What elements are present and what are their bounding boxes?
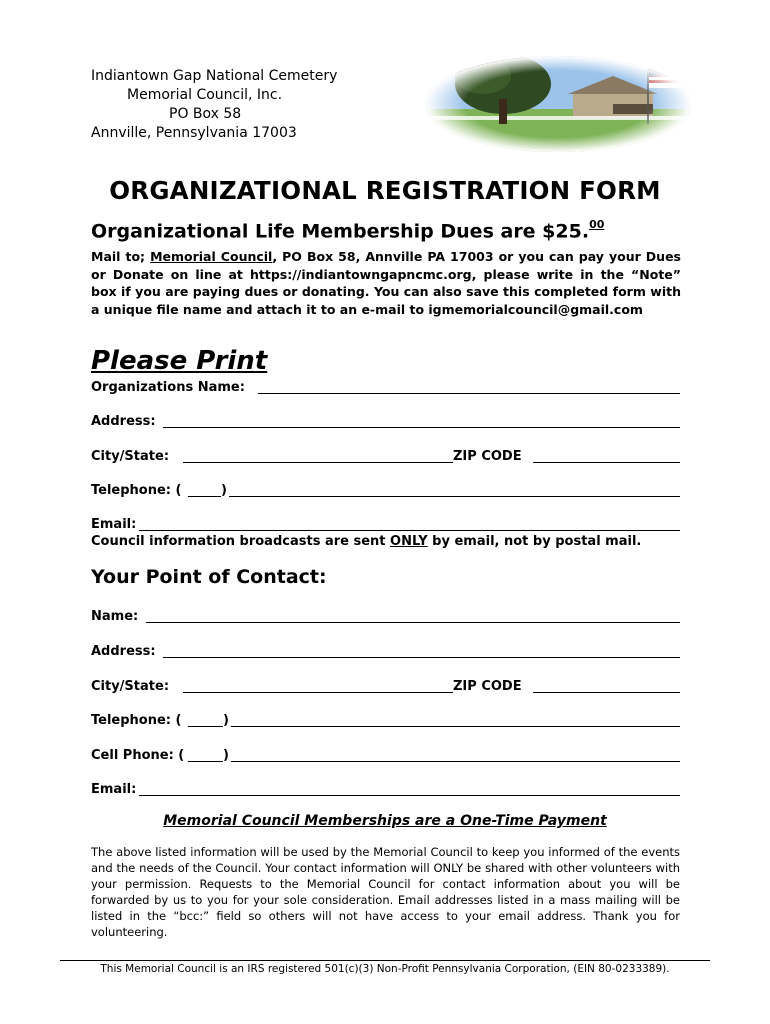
privacy-paragraph: The above listed information will be used by the Memorial Council to keep you informed of the events and the needs of the Council. Your contact information will ONLY be shared with other volunteers with your permission. Requests to the Memorial Council for contact information about you will be forwarded by us to you for your sole consideration. Email addresses listed in a mass mailing will be listed in the “bcc:” field so others will not have access to your email address. Thank you for volunteering. — [91, 845, 680, 939]
org-telephone-label: Telephone: ( — [91, 483, 182, 498]
footer-text: This Memorial Council is an IRS registered 501(c)(3) Non-Profit Pennsylvania Corporation, (EIN 80-0233389). — [100, 963, 670, 975]
org-email-input[interactable] — [139, 530, 680, 531]
point-of-contact-heading: Your Point of Contact: — [91, 566, 327, 588]
address-line-3: PO Box 58 — [169, 106, 242, 122]
mail-council: Memorial Council — [150, 249, 273, 264]
please-print-heading: Please Print — [91, 346, 268, 376]
contact-city-state-input[interactable] — [183, 692, 453, 693]
address-line-2: Memorial Council, Inc. — [127, 87, 283, 103]
org-zip-label: ZIP CODE — [453, 449, 522, 464]
contact-telephone-input[interactable] — [231, 726, 680, 727]
contact-email-input[interactable] — [139, 795, 680, 796]
org-zip-input[interactable] — [533, 462, 680, 463]
address-line-4: Annville, Pennsylvania 17003 — [91, 125, 297, 141]
contact-email-label: Email: — [91, 782, 137, 797]
org-email-label: Email: — [91, 517, 137, 532]
org-city-state-input[interactable] — [183, 462, 453, 463]
org-address-label: Address: — [91, 414, 156, 429]
note-part-b: by email, not by postal mail. — [427, 534, 642, 549]
address-line-1: Indiantown Gap National Cemetery — [91, 68, 338, 84]
org-telephone-input[interactable] — [229, 496, 680, 497]
mail-prefix: Mail to; — [91, 249, 151, 264]
contact-area-code-input[interactable] — [188, 726, 223, 727]
contact-cell-input[interactable] — [231, 761, 680, 762]
footer-divider — [60, 960, 710, 961]
org-address-input[interactable] — [163, 427, 680, 428]
org-city-state-label: City/State: — [91, 449, 170, 464]
form-title: ORGANIZATIONAL REGISTRATION FORM — [109, 176, 661, 205]
dues-cents: 00 — [589, 218, 605, 231]
organization-address — [91, 67, 337, 143]
contact-telephone-label: Telephone: ( — [91, 713, 182, 728]
dues-text: Organizational Life Membership Dues are $25. — [91, 220, 590, 243]
org-telephone-close: ) — [221, 483, 227, 498]
cemetery-photo-logo — [423, 54, 693, 154]
contact-cell-close: ) — [223, 748, 229, 763]
email-broadcast-note — [91, 534, 641, 549]
contact-city-state-label: City/State: — [91, 679, 170, 694]
note-part-a: Council information broadcasts are sent — [91, 534, 391, 549]
contact-zip-label: ZIP CODE — [453, 679, 522, 694]
contact-cell-label: Cell Phone: ( — [91, 748, 185, 763]
org-name-input[interactable] — [258, 393, 680, 394]
dues-heading — [91, 220, 604, 242]
contact-zip-input[interactable] — [533, 692, 680, 693]
contact-cell-area-code-input[interactable] — [188, 761, 223, 762]
membership-note: Memorial Council Memberships are a One-Time Payment — [163, 813, 607, 829]
mail-rest: , PO Box 58, Annville PA 17003 or you can pay your Dues or Donate on line at https://indiantowngapncmc.org, please write in the “Note” box if you are paying dues or donating. You can also save this completed form with a unique file name and attach it to an e-mail to igmemorialcouncil@gmail.com — [91, 249, 681, 317]
contact-address-input[interactable] — [163, 657, 680, 658]
note-only: ONLY — [390, 534, 428, 549]
org-name-label: Organizations Name: — [91, 380, 245, 395]
contact-name-label: Name: — [91, 609, 139, 624]
contact-name-input[interactable] — [146, 622, 680, 623]
org-area-code-input[interactable] — [188, 496, 221, 497]
mailing-instructions — [91, 248, 681, 318]
contact-address-label: Address: — [91, 644, 156, 659]
contact-telephone-close: ) — [223, 713, 229, 728]
